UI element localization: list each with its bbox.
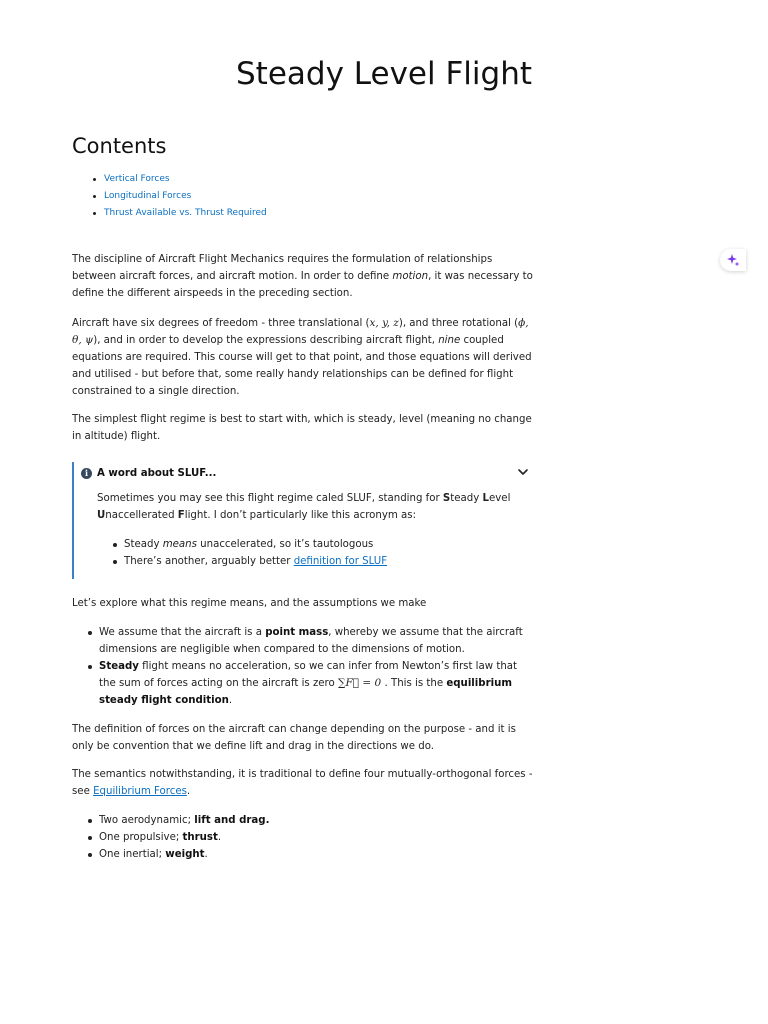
explore-lead: Let’s explore what this regime means, and the assumptions we make [72, 598, 427, 609]
ai-assist-button[interactable] [720, 249, 746, 271]
math-rotational: ϕ, θ, ψ [72, 317, 529, 346]
sluf-callout [72, 462, 534, 579]
intro-paragraph-1: The discipline of Aircraft Flight Mechanics requires the formulation of relationships between aircraft forces, and aircraft motion. In order to define motion, it was necessary to define the different airspeeds in the preceding section. [72, 254, 533, 299]
list-item: Two aerodynamic; lift and drag. [72, 812, 534, 829]
semantics-paragraph: The semantics notwithstanding, it is traditional to define four mutually-orthogonal forces - see Equilibrium Forces. [72, 769, 533, 797]
intro-paragraph-3: The simplest flight regime is best to start with, which is steady, level (meaning no change in altitude) flight. [72, 414, 532, 442]
sluf-definition-link[interactable]: definition for SLUF [293, 556, 388, 567]
table-of-contents [104, 171, 267, 222]
toc-item [104, 205, 267, 222]
list-item: Steady flight means no acceleration, so we can infer from Newton’s first law that the sum of forces acting on the aircraft is zero ∑F⃗ = 0 . This is the equilibrium steady flight condition. [72, 658, 534, 709]
toc-link-longitudinal-forces[interactable]: Longitudinal Forces [104, 191, 192, 201]
math-translational: x, y, z [369, 317, 399, 329]
forces-list [72, 812, 534, 863]
callout-body: Sometimes you may see this flight regime caled SLUF, standing for Steady Level Unaccellerated Flight. I don’t particularly like this acronym as: Steady means unaccelerated, so it’s tautologous There’s another, arguably better definition for SLUF [97, 490, 517, 570]
intro-paragraph-2: Aircraft have six degrees of freedom - three translational (x, y, z), and three rotational (ϕ, θ, ψ), and in order to develop the expressions describing aircraft flight, nine coupled equations are required. This course will get to that point, and those equations will derived and utilised - but before that, some really handy relationships can be defined for flight constrained to a single direction. [72, 317, 532, 397]
list-item: One propulsive; thrust. [72, 829, 534, 846]
chevron-down-icon[interactable] [516, 465, 530, 479]
callout-header[interactable] [81, 466, 216, 480]
contents-heading: Contents [72, 134, 167, 158]
info-icon: i [81, 468, 92, 479]
toc-link-thrust[interactable]: Thrust Available vs. Thrust Required [104, 208, 267, 218]
toc-item [104, 171, 267, 188]
list-item: One inertial; weight. [72, 846, 534, 863]
callout-title: A word about SLUF... [97, 467, 217, 479]
sparkle-icon [726, 253, 740, 267]
definition-paragraph: The definition of forces on the aircraft can change depending on the purpose - and it is only be convention that we define lift and drag in the directions we do. [72, 724, 516, 752]
toc-item [104, 188, 267, 205]
list-item: There’s another, arguably better definition for SLUF [97, 553, 517, 570]
equilibrium-forces-link[interactable]: Equilibrium Forces [93, 786, 187, 797]
page-title: Steady Level Flight [236, 56, 532, 92]
list-item: Steady means unaccelerated, so it’s tautologous [97, 536, 517, 553]
list-item: We assume that the aircraft is a point mass, whereby we assume that the aircraft dimensions are negligible when compared to the dimensions of motion. [72, 624, 534, 658]
math-sum-forces: ∑F⃗ = 0 [338, 677, 382, 689]
assumptions-list [72, 624, 534, 709]
toc-link-vertical-forces[interactable]: Vertical Forces [104, 174, 170, 184]
